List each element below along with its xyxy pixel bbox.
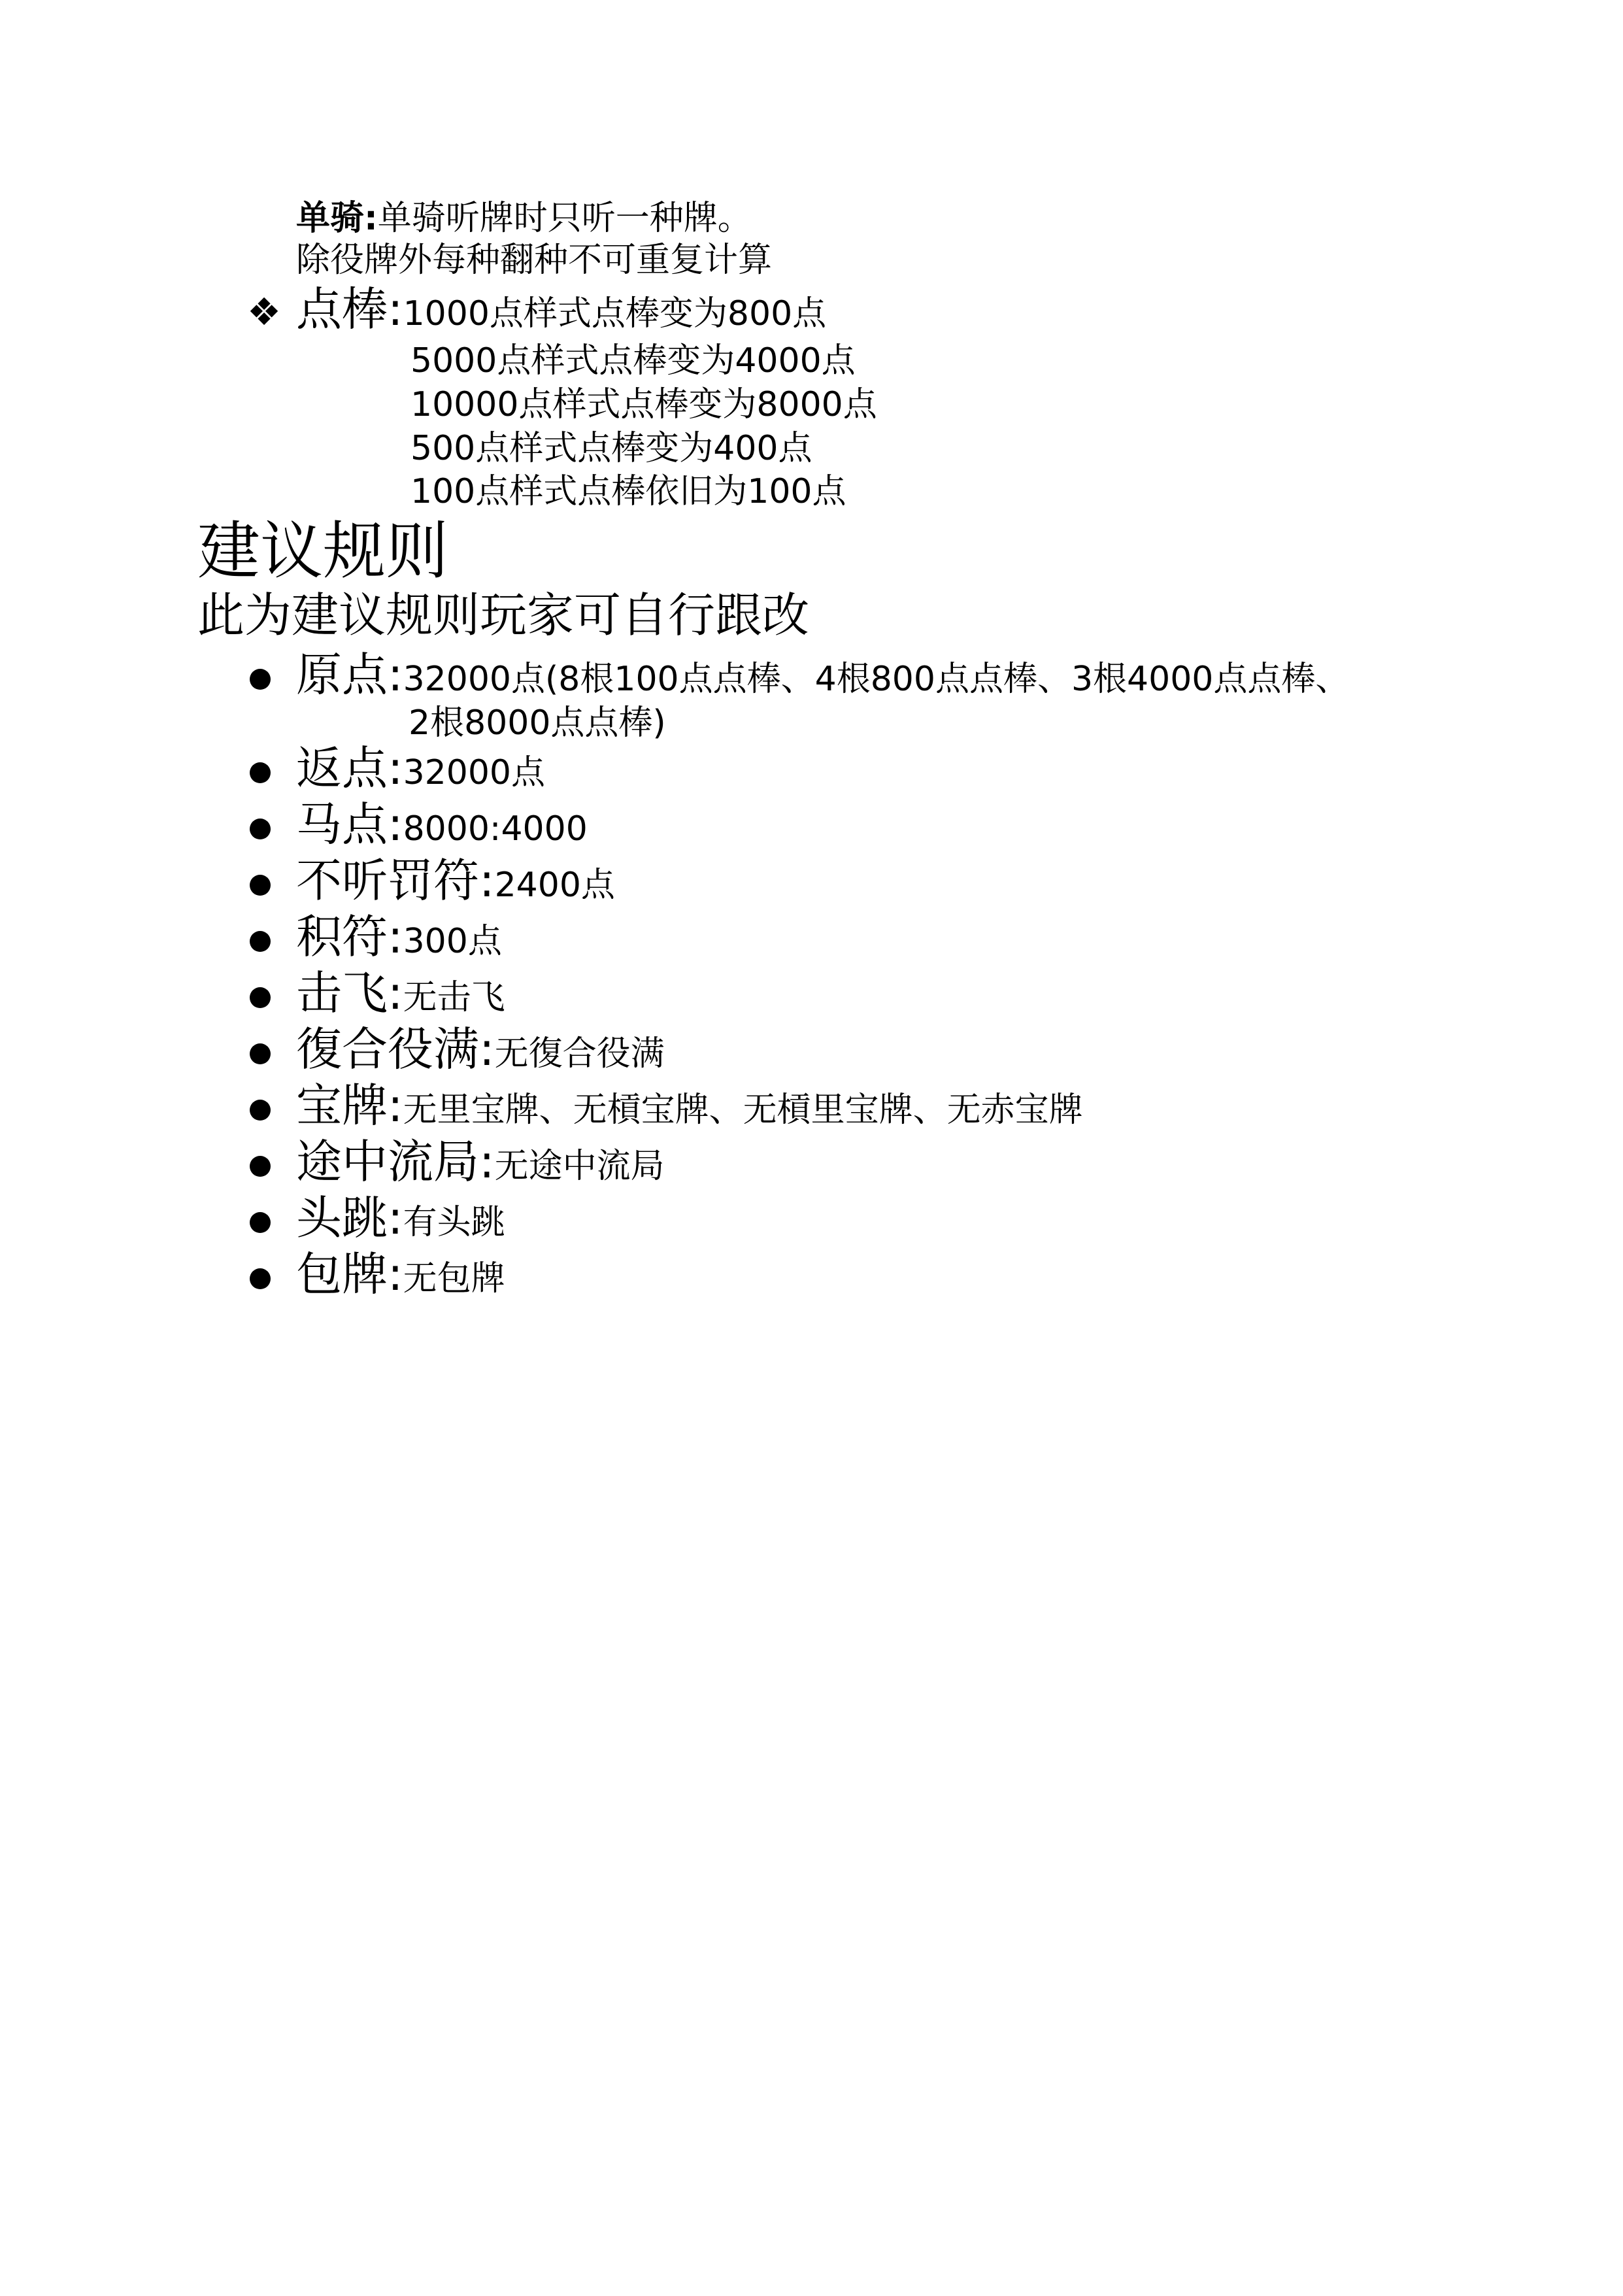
rule-row-dora — [296, 1079, 1083, 1132]
rule-value: 无途中流局 — [494, 1147, 665, 1186]
rule-label: 原点: — [296, 648, 403, 701]
rule-row-noten — [296, 854, 615, 907]
section-heading: 建议规则 — [197, 515, 448, 588]
rule-value: 无击飞 — [403, 978, 505, 1017]
rule-row-bust — [296, 966, 505, 1020]
rule-row-multi-yakuman — [296, 1022, 665, 1076]
stick-item-4: 500点样式点棒变为400点 — [410, 429, 812, 468]
rule-label: 积符: — [296, 910, 403, 964]
filled-circle-icon — [250, 1268, 271, 1289]
filled-circle-icon — [250, 1156, 271, 1177]
rule-label: 马点: — [296, 798, 403, 851]
rule-value: 无復合役满 — [494, 1034, 665, 1073]
filled-circle-icon — [250, 931, 271, 952]
filled-circle-icon — [250, 875, 271, 896]
intro-line-1-label: 单骑: — [296, 199, 378, 238]
intro-line-2: 除役牌外每种翻种不可重复计算 — [296, 241, 773, 280]
rule-value: 无里宝牌、无槓宝牌、无槓里宝牌、无赤宝牌 — [403, 1090, 1083, 1130]
stick-item-2: 5000点样式点棒变为4000点 — [410, 341, 856, 380]
rule-value: 无包牌 — [403, 1259, 505, 1298]
rule-label: 途中流局: — [296, 1135, 495, 1189]
rule-label: 击飞: — [296, 966, 403, 1020]
rule-value: 有头跳 — [403, 1203, 505, 1242]
rule-row-origin — [296, 648, 1350, 701]
section-subheading: 此为建议规则玩家可自行跟改 — [197, 588, 810, 643]
rule-label: 復合役满: — [296, 1022, 495, 1076]
rule-value: 300点 — [403, 922, 502, 961]
filled-circle-icon — [250, 1100, 271, 1121]
filled-circle-icon — [250, 1212, 271, 1233]
rule-row-head-bump — [296, 1191, 505, 1245]
rule-row-pao — [296, 1247, 505, 1301]
filled-circle-icon — [250, 1043, 271, 1064]
intro-line-1 — [296, 199, 752, 238]
rule-label: 宝牌: — [296, 1079, 403, 1132]
stick-item-3: 10000点样式点棒变为8000点 — [410, 385, 877, 424]
rule-row-honba — [296, 910, 502, 964]
rule-label: 包牌: — [296, 1247, 403, 1301]
rule-label: 头跳: — [296, 1191, 403, 1245]
stick-label: 点棒: — [296, 282, 403, 336]
rule-value: 8000:4000 — [403, 809, 588, 849]
rule-label: 不听罚符: — [296, 854, 495, 907]
filled-circle-icon — [250, 819, 271, 839]
rule-row-abortive-draw — [296, 1135, 665, 1189]
stick-item-1: 1000点样式点棒变为800点 — [403, 294, 827, 333]
rule-value-continued: 2根8000点点棒) — [409, 703, 666, 743]
rule-row-uma — [296, 798, 588, 851]
rule-value: 2400点 — [494, 866, 615, 905]
filled-circle-icon — [250, 762, 271, 783]
intro-line-1-text: 单骑听牌时只听一种牌。 — [377, 199, 752, 238]
rule-row-return — [296, 741, 546, 795]
rule-value: 32000点(8根100点点棒、4根800点点棒、3根4000点点棒、 — [403, 660, 1350, 699]
rule-value: 32000点 — [403, 753, 546, 792]
filled-circle-icon — [250, 669, 271, 690]
rule-label: 返点: — [296, 741, 403, 795]
stick-row — [296, 282, 827, 336]
stick-item-5: 100点样式点棒依旧为100点 — [410, 472, 846, 511]
filled-circle-icon — [250, 987, 271, 1008]
diamond-cluster-icon: ❖ — [247, 290, 281, 334]
